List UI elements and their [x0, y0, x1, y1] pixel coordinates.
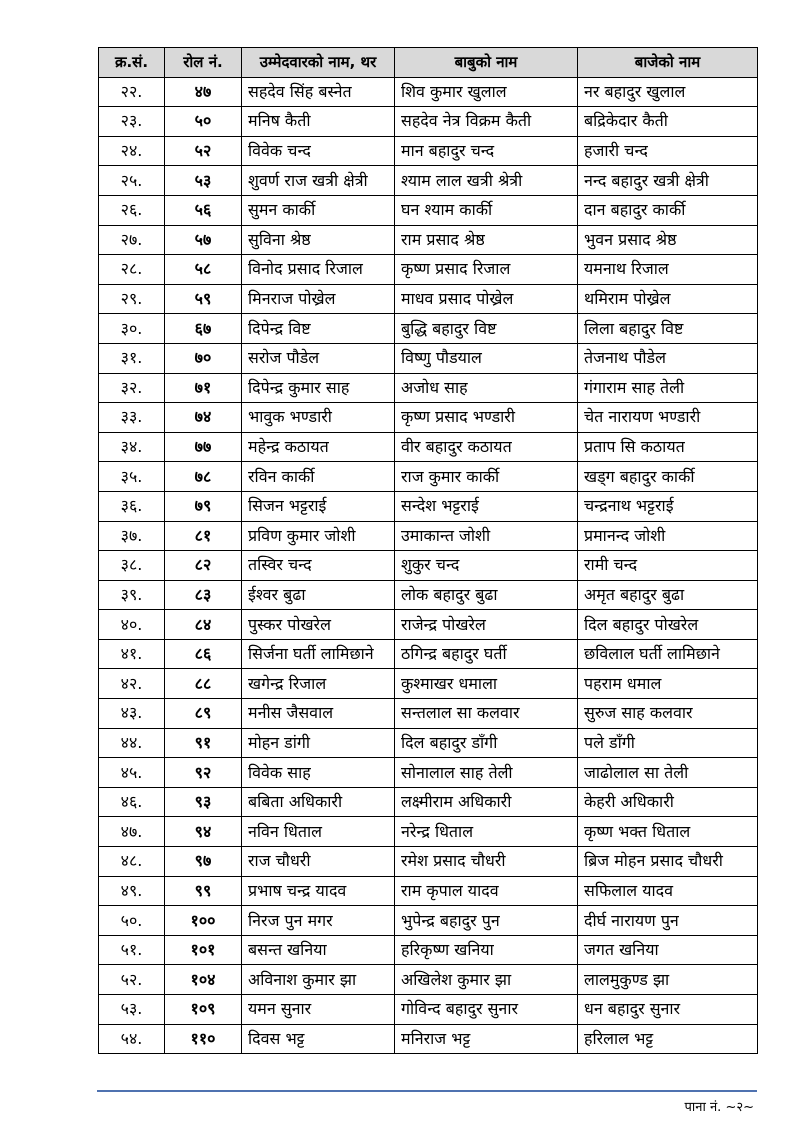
candidate-name-cell: सिजन भट्टराई [242, 491, 395, 521]
father-name-cell: घन श्याम कार्की [395, 195, 578, 225]
table-row [99, 965, 758, 995]
roll-cell: ९४ [165, 817, 242, 847]
candidate-name-cell: विनोद प्रसाद रिजाल [242, 255, 395, 285]
table-row [99, 610, 758, 640]
grandfather-name-cell: नर बहादुर खुलाल [578, 77, 758, 107]
table-row [99, 77, 758, 107]
grandfather-name-cell: चन्द्रनाथ भट्टराई [578, 491, 758, 521]
table-header [99, 48, 758, 78]
grandfather-name-cell: दान बहादुर कार्की [578, 195, 758, 225]
serial-cell: ५२. [99, 965, 165, 995]
roll-cell: ८२ [165, 551, 242, 581]
roll-cell: ७९ [165, 491, 242, 521]
table-row [99, 1024, 758, 1054]
roll-cell: ५७ [165, 225, 242, 255]
father-name-cell: मान बहादुर चन्द [395, 136, 578, 166]
candidate-table [98, 47, 758, 1054]
grandfather-name-cell: नन्द बहादुर खत्री क्षेत्री [578, 166, 758, 196]
father-name-cell: अजोध साह [395, 373, 578, 403]
grandfather-name-cell: पहराम धमाल [578, 669, 758, 699]
header-father-name: बाबुको नाम [395, 48, 578, 78]
table-row [99, 787, 758, 817]
grandfather-name-cell: छविलाल घर्ती लामिछाने [578, 639, 758, 669]
table-body [99, 77, 758, 1054]
table-row [99, 225, 758, 255]
candidate-name-cell: प्रभाष चन्द्र यादव [242, 876, 395, 906]
grandfather-name-cell: केहरी अधिकारी [578, 787, 758, 817]
father-name-cell: राज कुमार कार्की [395, 462, 578, 492]
table-row [99, 669, 758, 699]
father-name-cell: श्याम लाल खत्री श्रेत्री [395, 166, 578, 196]
candidate-name-cell: बसन्त खनिया [242, 935, 395, 965]
header-grandfather-name: बाजेको नाम [578, 48, 758, 78]
candidate-name-cell: महेन्द्र कठायत [242, 432, 395, 462]
roll-cell: ५६ [165, 195, 242, 225]
father-name-cell: अखिलेश कुमार झा [395, 965, 578, 995]
table-row [99, 107, 758, 137]
roll-cell: ९२ [165, 758, 242, 788]
candidate-name-cell: विवेक चन्द [242, 136, 395, 166]
serial-cell: ३१. [99, 343, 165, 373]
roll-cell: ९९ [165, 876, 242, 906]
candidate-name-cell: मनीस जैसवाल [242, 699, 395, 729]
grandfather-name-cell: प्रताप सि कठायत [578, 432, 758, 462]
serial-cell: ४६. [99, 787, 165, 817]
roll-cell: १०० [165, 906, 242, 936]
grandfather-name-cell: सफिलाल यादव [578, 876, 758, 906]
roll-cell: ८१ [165, 521, 242, 551]
father-name-cell: उमाकान्त जोशी [395, 521, 578, 551]
father-name-cell: सन्तलाल सा कलवार [395, 699, 578, 729]
father-name-cell: सहदेव नेत्र विक्रम कैती [395, 107, 578, 137]
serial-cell: ४३. [99, 699, 165, 729]
serial-cell: ४२. [99, 669, 165, 699]
table-row [99, 639, 758, 669]
serial-cell: २९. [99, 284, 165, 314]
table-row [99, 521, 758, 551]
table-row [99, 284, 758, 314]
candidate-name-cell: सिर्जना घर्ती लामिछाने [242, 639, 395, 669]
roll-cell: ८९ [165, 699, 242, 729]
table-row [99, 373, 758, 403]
grandfather-name-cell: जाढोलाल सा तेली [578, 758, 758, 788]
roll-cell: ७० [165, 343, 242, 373]
table-row [99, 699, 758, 729]
grandfather-name-cell: पले डाँगी [578, 728, 758, 758]
roll-cell: १०४ [165, 965, 242, 995]
father-name-cell: बुद्धि बहादुर विष्ट [395, 314, 578, 344]
candidate-name-cell: नविन धिताल [242, 817, 395, 847]
table-row [99, 551, 758, 581]
candidate-name-cell: खगेन्द्र रिजाल [242, 669, 395, 699]
roll-cell: ७८ [165, 462, 242, 492]
father-name-cell: लक्ष्मीराम अधिकारी [395, 787, 578, 817]
table-row [99, 255, 758, 285]
roll-cell: ५२ [165, 136, 242, 166]
candidate-name-cell: सुमन कार्की [242, 195, 395, 225]
grandfather-name-cell: दीर्घ नारायण पुन [578, 906, 758, 936]
grandfather-name-cell: धन बहादुर सुनार [578, 995, 758, 1025]
roll-cell: ८६ [165, 639, 242, 669]
candidate-name-cell: मिनराज पोख्रेल [242, 284, 395, 314]
serial-cell: २४. [99, 136, 165, 166]
table-row [99, 403, 758, 433]
father-name-cell: माधव प्रसाद पोख्रेल [395, 284, 578, 314]
serial-cell: ५४. [99, 1024, 165, 1054]
grandfather-name-cell: हरिलाल भट्ट [578, 1024, 758, 1054]
serial-cell: ४१. [99, 639, 165, 669]
header-serial: क्र.सं. [99, 48, 165, 78]
grandfather-name-cell: कृष्ण भक्त धिताल [578, 817, 758, 847]
grandfather-name-cell: हजारी चन्द [578, 136, 758, 166]
table-row [99, 491, 758, 521]
candidate-name-cell: सरोज पौडेल [242, 343, 395, 373]
father-name-cell: सन्देश भट्टराई [395, 491, 578, 521]
candidate-name-cell: बबिता अधिकारी [242, 787, 395, 817]
serial-cell: ४८. [99, 847, 165, 877]
roll-cell: ५० [165, 107, 242, 137]
grandfather-name-cell: जगत खनिया [578, 935, 758, 965]
roll-cell: ६७ [165, 314, 242, 344]
table-row [99, 166, 758, 196]
candidate-name-cell: मनिष कैती [242, 107, 395, 137]
grandfather-name-cell: थमिराम पोख्रेल [578, 284, 758, 314]
footer-divider [97, 1090, 757, 1092]
serial-cell: ४९. [99, 876, 165, 906]
table-row [99, 195, 758, 225]
serial-cell: २२. [99, 77, 165, 107]
father-name-cell: वीर बहादुर कठायत [395, 432, 578, 462]
candidate-name-cell: रविन कार्की [242, 462, 395, 492]
serial-cell: ३३. [99, 403, 165, 433]
candidate-name-cell: यमन सुनार [242, 995, 395, 1025]
table-row [99, 432, 758, 462]
candidate-name-cell: प्रविण कुमार जोशी [242, 521, 395, 551]
father-name-cell: विष्णु पौडयाल [395, 343, 578, 373]
roll-cell: ५३ [165, 166, 242, 196]
serial-cell: ५०. [99, 906, 165, 936]
grandfather-name-cell: सुरुज साह कलवार [578, 699, 758, 729]
grandfather-name-cell: चेत नारायण भण्डारी [578, 403, 758, 433]
grandfather-name-cell: प्रमानन्द जोशी [578, 521, 758, 551]
grandfather-name-cell: रामी चन्द [578, 551, 758, 581]
roll-cell: ११० [165, 1024, 242, 1054]
candidate-name-cell: अविनाश कुमार झा [242, 965, 395, 995]
serial-cell: ५१. [99, 935, 165, 965]
roll-cell: १०९ [165, 995, 242, 1025]
page-number: पाना नं. ~२~ [684, 1100, 754, 1115]
table-row [99, 580, 758, 610]
father-name-cell: नरेन्द्र धिताल [395, 817, 578, 847]
table-row [99, 906, 758, 936]
roll-cell: १०१ [165, 935, 242, 965]
table-row [99, 314, 758, 344]
serial-cell: ३०. [99, 314, 165, 344]
candidate-name-cell: भावुक भण्डारी [242, 403, 395, 433]
table-row [99, 817, 758, 847]
table-row [99, 995, 758, 1025]
candidate-name-cell: दिवस भट्ट [242, 1024, 395, 1054]
candidate-name-cell: दिपेन्द्र कुमार साह [242, 373, 395, 403]
table-row [99, 847, 758, 877]
table-row [99, 876, 758, 906]
father-name-cell: कृष्ण प्रसाद भण्डारी [395, 403, 578, 433]
roll-cell: ७४ [165, 403, 242, 433]
father-name-cell: रमेश प्रसाद चौधरी [395, 847, 578, 877]
grandfather-name-cell: दिल बहादुर पोखरेल [578, 610, 758, 640]
candidate-name-cell: सहदेव सिंह बस्नेत [242, 77, 395, 107]
roll-cell: ७७ [165, 432, 242, 462]
candidate-name-cell: दिपेन्द्र विष्ट [242, 314, 395, 344]
table-row [99, 462, 758, 492]
serial-cell: ४४. [99, 728, 165, 758]
serial-cell: ३८. [99, 551, 165, 581]
header-row [99, 48, 758, 78]
father-name-cell: सोनालाल साह तेली [395, 758, 578, 788]
roll-cell: ९१ [165, 728, 242, 758]
grandfather-name-cell: अमृत बहादुर बुढा [578, 580, 758, 610]
roll-cell: ९३ [165, 787, 242, 817]
father-name-cell: राजेन्द्र पोखरेल [395, 610, 578, 640]
candidate-name-cell: राज चौधरी [242, 847, 395, 877]
father-name-cell: ठगिन्द्र बहादुर घर्ती [395, 639, 578, 669]
roll-cell: ९७ [165, 847, 242, 877]
grandfather-name-cell: बद्रिकेदार कैती [578, 107, 758, 137]
grandfather-name-cell: खड्ग बहादुर कार्की [578, 462, 758, 492]
father-name-cell: कुश्माखर धमाला [395, 669, 578, 699]
candidate-name-cell: ईश्वर बुढा [242, 580, 395, 610]
serial-cell: ३७. [99, 521, 165, 551]
serial-cell: ४०. [99, 610, 165, 640]
table-row [99, 343, 758, 373]
header-roll: रोल नं. [165, 48, 242, 78]
roll-cell: ८३ [165, 580, 242, 610]
serial-cell: ३४. [99, 432, 165, 462]
serial-cell: २६. [99, 195, 165, 225]
candidate-name-cell: तस्विर चन्द [242, 551, 395, 581]
table-row [99, 136, 758, 166]
father-name-cell: राम कृपाल यादव [395, 876, 578, 906]
grandfather-name-cell: यमनाथ रिजाल [578, 255, 758, 285]
roll-cell: ५८ [165, 255, 242, 285]
serial-cell: ३६. [99, 491, 165, 521]
father-name-cell: हरिकृष्ण खनिया [395, 935, 578, 965]
serial-cell: २८. [99, 255, 165, 285]
father-name-cell: भुपेन्द्र बहादुर पुन [395, 906, 578, 936]
father-name-cell: शिव कुमार खुलाल [395, 77, 578, 107]
father-name-cell: दिल बहादुर डाँगी [395, 728, 578, 758]
table-row [99, 728, 758, 758]
father-name-cell: गोविन्द बहादुर सुनार [395, 995, 578, 1025]
header-candidate-name: उम्मेदवारको नाम, थर [242, 48, 395, 78]
father-name-cell: लोक बहादुर बुढा [395, 580, 578, 610]
candidate-name-cell: विवेक साह [242, 758, 395, 788]
serial-cell: ३९. [99, 580, 165, 610]
grandfather-name-cell: तेजनाथ पौडेल [578, 343, 758, 373]
grandfather-name-cell: लालमुकुण्ड झा [578, 965, 758, 995]
grandfather-name-cell: ब्रिज मोहन प्रसाद चौधरी [578, 847, 758, 877]
roll-cell: ५९ [165, 284, 242, 314]
serial-cell: २३. [99, 107, 165, 137]
serial-cell: ४५. [99, 758, 165, 788]
candidate-name-cell: मोहन डांगी [242, 728, 395, 758]
serial-cell: ४७. [99, 817, 165, 847]
serial-cell: ३२. [99, 373, 165, 403]
serial-cell: ३५. [99, 462, 165, 492]
candidate-name-cell: सुविना श्रेष्ठ [242, 225, 395, 255]
roll-cell: ८८ [165, 669, 242, 699]
grandfather-name-cell: भुवन प्रसाद श्रेष्ठ [578, 225, 758, 255]
serial-cell: २७. [99, 225, 165, 255]
roll-cell: ७१ [165, 373, 242, 403]
serial-cell: ५३. [99, 995, 165, 1025]
grandfather-name-cell: गंगाराम साह तेली [578, 373, 758, 403]
roll-cell: ४७ [165, 77, 242, 107]
table-row [99, 758, 758, 788]
father-name-cell: शुकुर चन्द [395, 551, 578, 581]
table-row [99, 935, 758, 965]
candidate-name-cell: शुवर्ण राज खत्री क्षेत्री [242, 166, 395, 196]
candidate-name-cell: पुस्कर पोखरेल [242, 610, 395, 640]
serial-cell: २५. [99, 166, 165, 196]
grandfather-name-cell: लिला बहादुर विष्ट [578, 314, 758, 344]
roll-cell: ८४ [165, 610, 242, 640]
father-name-cell: मनिराज भट्ट [395, 1024, 578, 1054]
father-name-cell: राम प्रसाद श्रेष्ठ [395, 225, 578, 255]
father-name-cell: कृष्ण प्रसाद रिजाल [395, 255, 578, 285]
candidate-name-cell: निरज पुन मगर [242, 906, 395, 936]
